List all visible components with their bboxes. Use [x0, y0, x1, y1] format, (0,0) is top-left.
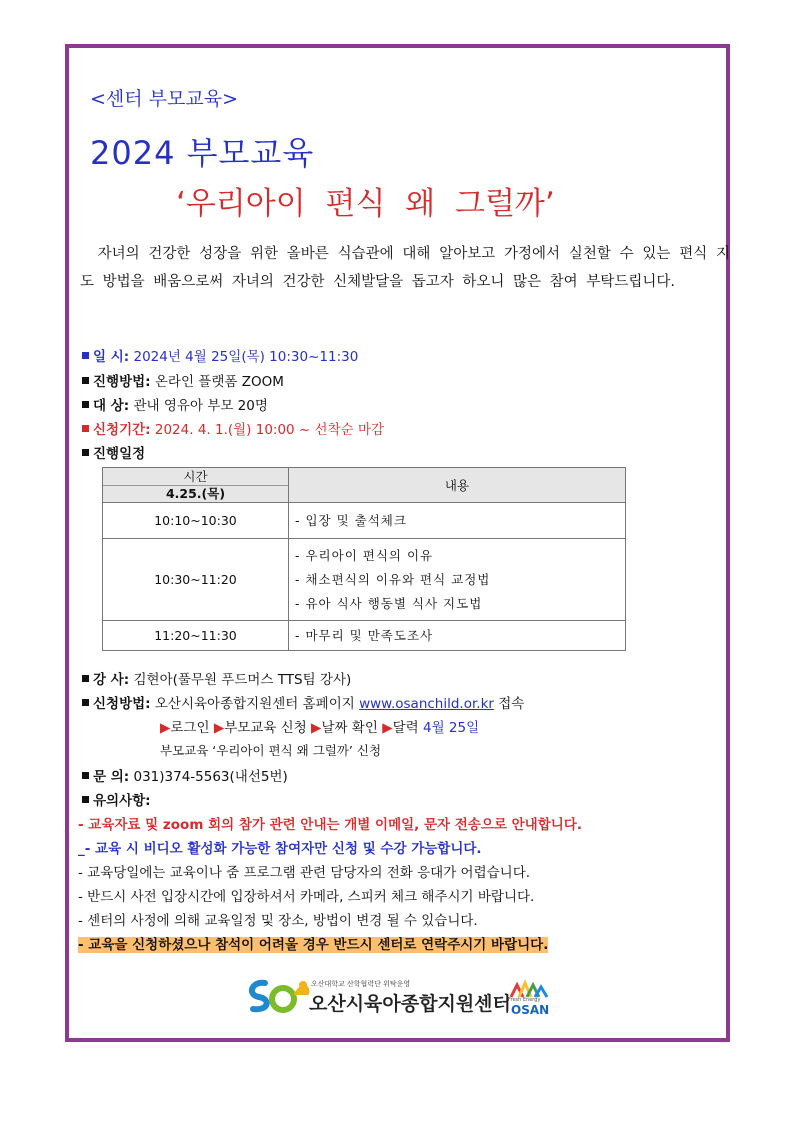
bullet-square-icon [82, 675, 89, 682]
brand-name: OSAN [511, 1003, 550, 1017]
period-row: 신청기간: 2024. 4. 1.(월) 10:00 ~ 선착순 마감 [82, 418, 384, 438]
note-item: - 교육당일에는 교육이나 줌 프로그램 관련 담당자의 전화 응대가 어렵습니다. [78, 865, 531, 881]
schedule-label-row: 진행일정 [82, 442, 145, 462]
center-logo-icon [245, 975, 315, 1017]
note-item: - 교육자료 및 zoom 회의 참가 관련 안내는 개별 이메일, 문자 전송으로 안내합니다. [78, 817, 582, 833]
header-time-cell: 시간 4.25.(목) [103, 468, 289, 503]
notes-label-row: 유의사항: [82, 789, 151, 809]
org-small-text: 오산대학교 산학협력단 위탁운영 [311, 980, 411, 988]
lecturer-row: 강 사: 김현아(풀무원 푸드머스 TTS팀 강사) [82, 668, 351, 688]
page-title: 2024 부모교육 [90, 134, 315, 172]
table-header-row [103, 468, 626, 503]
note-item: - 반드시 사전 입장시간에 입장하셔서 카메라, 스피커 체크 해주시기 바랍니다. [78, 889, 535, 905]
bullet-square-icon [82, 401, 89, 408]
date-row: 일 시: 2024년 4월 25일(목) 10:30~11:30 [82, 345, 358, 365]
table-row: 10:10~10:30 - 입장 및 출석체크 [103, 503, 626, 539]
schedule-table [102, 467, 626, 651]
arrow-right-icon: ▶ [213, 720, 225, 736]
bullet-square-icon [82, 377, 89, 384]
note-item: - 센터의 사정에 의해 교육일정 및 장소, 방법이 변경 될 수 있습니다. [78, 913, 478, 929]
note-item: - 교육을 신청하셨으나 참석이 어려울 경우 반드시 센터로 연락주시기 바랍니다. [78, 937, 549, 953]
table-row: 11:20~11:30 - 마무리 및 만족도조사 [103, 621, 626, 651]
table-row: 10:30~11:20 - 우리아이 편식의 이유 - 채소편식의 이유와 편식 교정법 - 유아 식사 행동별 식사 지도법 [103, 539, 626, 621]
header-content-cell: 내용 [289, 468, 626, 503]
steps-date: 4월 25일 [422, 720, 480, 736]
bullet-square-icon [82, 796, 89, 803]
arrow-right-icon: ▶ [382, 720, 393, 736]
bullet-square-icon [82, 425, 89, 432]
page-subtitle: ‘우리아이 편식 왜 그럴까’ [176, 186, 555, 222]
note-item: _- 교육 시 비디오 활성화 가능한 참여자만 신청 및 수강 가능합니다. [78, 841, 482, 857]
org-name: 오산시육아종합지원센터 [309, 993, 511, 1015]
bullet-square-icon [82, 699, 89, 706]
bullet-square-icon [82, 772, 89, 779]
bullet-square-icon [82, 449, 89, 456]
contact-row: 문 의: 031)374-5563(내선5번) [82, 765, 288, 785]
arrow-right-icon: ▶ [160, 720, 171, 736]
target-row: 대 상: 관내 영유아 부모 20명 [82, 394, 268, 414]
method-row: 진행방법: 온라인 플랫폼 ZOOM [82, 370, 284, 390]
brand-small-text: Fresh Energy [508, 997, 541, 1003]
intro-paragraph: 자녀의 건강한 성장을 위한 올바른 식습관에 대해 알아보고 가정에서 실천할 수 있는 편식 지도 방법을 배움으로써 자녀의 건강한 신체발달을 돕고자 하오니 많은 참여 부탁드립니다. [80, 246, 731, 290]
apply-steps: ▶로그인 ▶부모교육 신청 ▶날짜 확인 ▶달력 4월 25일 [160, 720, 480, 736]
apply-row: 신청방법: 오산시육아종합지원센터 홈페이지 www.osanchild.or.kr 접속 [82, 692, 524, 712]
apply-steps-line2: 부모교육 ‘우리아이 편식 왜 그럴까’ 신청 [160, 743, 382, 758]
subheading: <센터 부모교육> [90, 88, 239, 110]
homepage-link[interactable]: www.osanchild.or.kr [359, 696, 494, 712]
arrow-right-icon: ▶ [311, 720, 322, 736]
bullet-square-icon [82, 352, 89, 359]
